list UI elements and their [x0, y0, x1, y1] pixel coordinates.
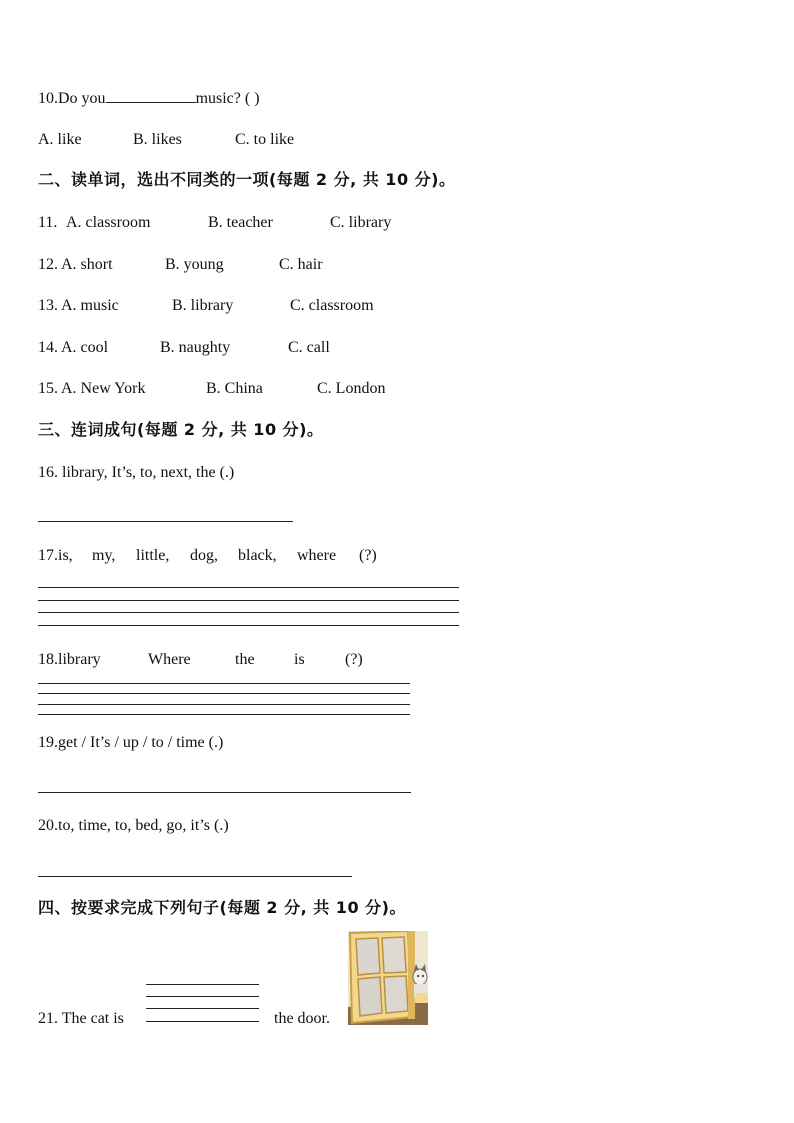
option-b: B. naughty [160, 339, 231, 356]
word: where [297, 547, 337, 564]
option-c: C. hair [279, 256, 323, 273]
question-19: 19.get / It’s / up / to / time (.) [38, 734, 224, 751]
answer-line[interactable] [38, 612, 459, 613]
question-21-suffix: the door. [274, 1010, 330, 1027]
answer-line[interactable] [38, 683, 410, 684]
answer-line[interactable] [146, 996, 259, 997]
question-21-prefix: 21. The cat is [38, 1010, 124, 1027]
section-3-title: 三、连词成句(每题 2 分, 共 10 分)。 [38, 420, 324, 439]
section-4-title: 四、按要求完成下列句子(每题 2 分, 共 10 分)。 [38, 898, 406, 917]
section-2-title: 二、读单词，选出不同类的一项(每题 2 分, 共 10 分)。 [38, 170, 456, 189]
option-b: B. teacher [208, 214, 273, 231]
answer-line[interactable] [38, 792, 411, 793]
word: 18.library [38, 651, 101, 668]
word: little, [136, 547, 170, 564]
word: the [235, 651, 255, 668]
word: Where [148, 651, 191, 668]
option-c: C. library [330, 214, 392, 231]
answer-line[interactable] [38, 625, 459, 626]
answer-line[interactable] [38, 600, 459, 601]
option-a: A. short [61, 256, 113, 273]
question-number: 15. [38, 380, 58, 397]
answer-line[interactable] [38, 693, 410, 694]
option-b: B. young [165, 256, 224, 273]
option-b: B. likes [133, 131, 182, 148]
option-a: A. New York [61, 380, 146, 397]
option-c: C. to like [235, 131, 295, 148]
word: dog, [190, 547, 218, 564]
answer-line[interactable] [146, 984, 259, 985]
option-b: B. library [172, 297, 234, 314]
option-a: A. like [38, 131, 82, 148]
option-a: A. cool [61, 339, 109, 356]
option-b: B. China [206, 380, 263, 397]
answer-line[interactable] [146, 1008, 259, 1009]
question-number: 13. [38, 297, 58, 314]
answer-line[interactable] [38, 876, 352, 877]
word: my, [92, 547, 116, 564]
word: black, [238, 547, 277, 564]
word: (?) [345, 651, 363, 668]
question-number: 14. [38, 339, 58, 356]
question-10-suffix: music? ( ) [195, 90, 260, 107]
question-20: 20.to, time, to, bed, go, it’s (.) [38, 817, 229, 834]
answer-blank[interactable] [106, 88, 196, 103]
question-10 [38, 88, 260, 109]
cat-behind-door-image [348, 931, 428, 1025]
question-number: 11. [38, 214, 58, 231]
answer-line[interactable] [38, 587, 459, 588]
answer-line[interactable] [38, 521, 293, 522]
option-c: C. London [317, 380, 386, 397]
answer-line[interactable] [146, 1021, 259, 1022]
option-c: C. call [288, 339, 330, 356]
option-a: A. classroom [66, 214, 151, 231]
word: 17.is, [38, 547, 73, 564]
question-number: 12. [38, 256, 58, 273]
option-c: C. classroom [290, 297, 374, 314]
question-16: 16. library, It’s, to, next, the (.) [38, 464, 235, 481]
word: is [294, 651, 305, 668]
option-a: A. music [61, 297, 119, 314]
answer-line[interactable] [38, 714, 410, 715]
answer-line[interactable] [38, 704, 410, 705]
word: (?) [359, 547, 377, 564]
question-10-prefix: 10.Do you [38, 90, 106, 107]
